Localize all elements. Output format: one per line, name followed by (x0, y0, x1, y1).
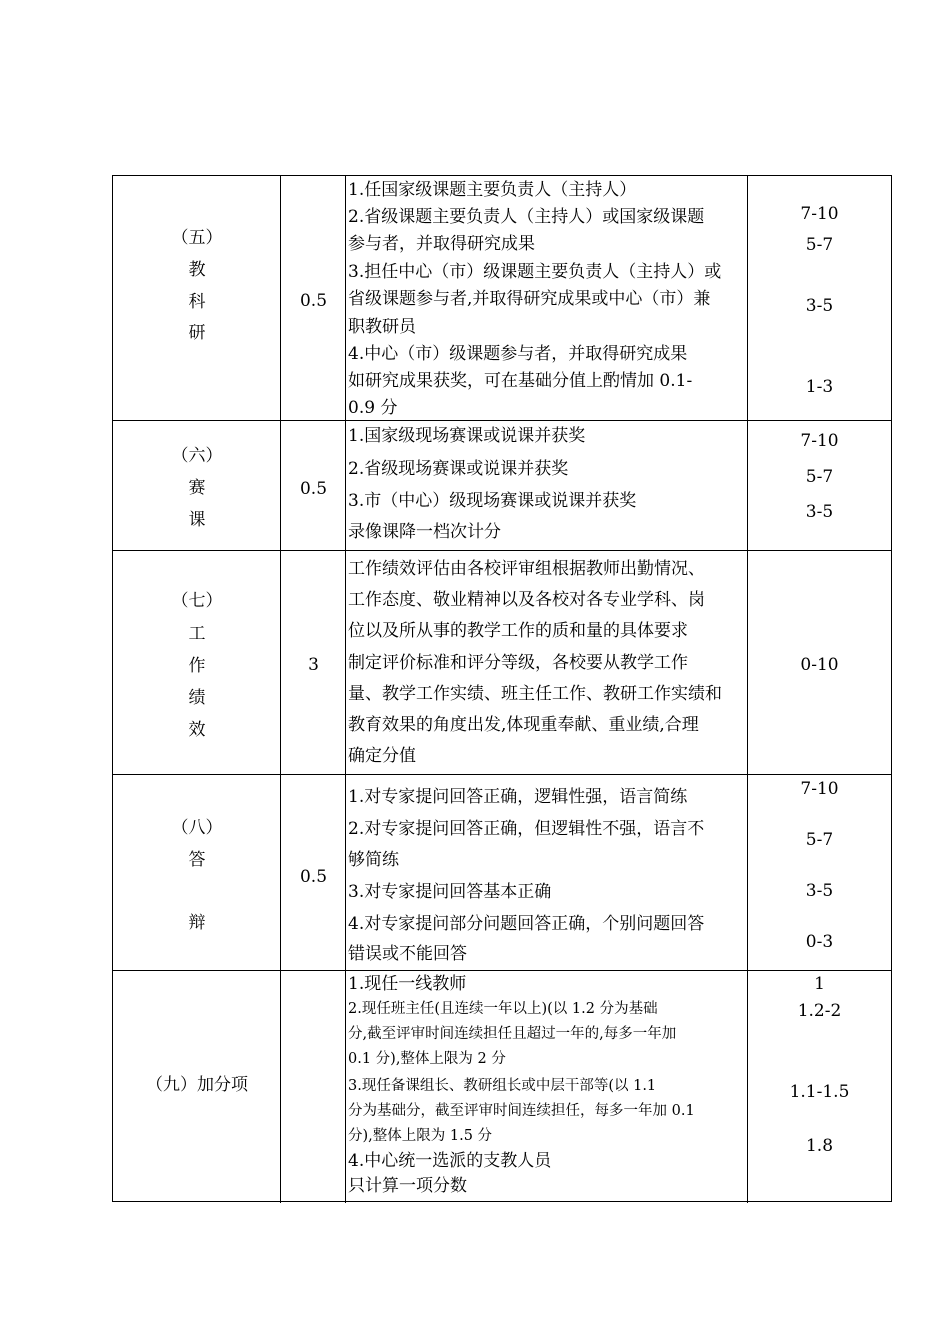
criteria-line: 教育效果的角度出发,体现重奉献、重业绩,合理 (348, 715, 699, 735)
criteria-line: 3.市（中心）级现场赛课或说课并获奖 (348, 491, 637, 511)
criteria-line: 录像课降一档次计分 (348, 522, 501, 542)
criteria-line: 4.中心统一选派的支教人员 (348, 1151, 552, 1171)
category-label: （七） (171, 591, 223, 611)
weight-value: 0.5 (299, 867, 328, 887)
score-value: 1.8 (805, 1136, 834, 1156)
score-value: 1.1-1.5 (789, 1082, 850, 1102)
score-value: 7-10 (800, 204, 839, 224)
criteria-line: 位以及所从事的教学工作的质和量的具体要求 (348, 621, 688, 641)
category-char: 工 (188, 624, 206, 644)
criteria-line: 3.现任备课组长、教研组长或中层干部等(以 1.1 (348, 1078, 657, 1094)
criteria-cell (346, 775, 748, 970)
category-char: 教 (188, 260, 206, 280)
score-value: 0-10 (800, 655, 839, 675)
category-label: （五） (171, 228, 223, 248)
table-row-defense (113, 775, 891, 971)
category-char: 绩 (188, 688, 206, 708)
criteria-line: 量、教学工作实绩、班主任工作、教研工作实绩和 (348, 684, 722, 704)
score-value: 7-10 (800, 779, 839, 799)
criteria-line: 工作态度、敬业精神以及各校对各专业学科、岗 (348, 590, 705, 610)
category-char: 作 (188, 656, 206, 676)
criteria-line: 2.省级课题主要负责人（主持人）或国家级课题 (348, 207, 705, 227)
weight-value: 0.5 (299, 479, 328, 499)
category-char: 效 (188, 720, 206, 740)
criteria-line: 工作绩效评估由各校评审组根据教师出勤情况、 (348, 559, 705, 579)
score-value: 5-7 (805, 235, 834, 255)
category-char: 答 (188, 850, 206, 870)
criteria-line: 4.对专家提问部分问题回答正确，个别问题回答 (348, 914, 705, 934)
weight-value: 0.5 (299, 291, 328, 311)
category-cell (113, 775, 281, 970)
score-value: 1.2-2 (797, 1001, 842, 1021)
table-row-bonus (113, 971, 891, 1203)
criteria-line: 3.担任中心（市）级课题主要负责人（主持人）或 (348, 262, 722, 282)
score-value: 0-3 (805, 932, 834, 952)
score-value: 1 (814, 974, 825, 994)
criteria-line: 确定分值 (348, 746, 416, 766)
category-char: 辩 (188, 913, 206, 933)
category-cell (113, 971, 281, 1203)
criteria-line: 够简练 (348, 850, 399, 870)
criteria-line: 省级课题参与者,并取得研究成果或中心（市）兼 (348, 289, 711, 309)
category-char: 研 (188, 323, 206, 343)
criteria-cell (346, 971, 748, 1203)
criteria-line: 错误或不能回答 (348, 944, 467, 964)
criteria-line: 分,截至评审时间连续担任且超过一年的,每多一年加 (348, 1026, 677, 1042)
category-cell (113, 176, 281, 420)
score-cell (748, 551, 891, 774)
score-value: 3-5 (805, 296, 834, 316)
criteria-line: 2.对专家提问回答正确，但逻辑性不强，语言不 (348, 819, 705, 839)
evaluation-table (112, 175, 892, 1202)
table-row-research (113, 176, 891, 421)
score-cell (748, 421, 891, 550)
category-label: （六） (171, 446, 223, 466)
table-row-performance (113, 551, 891, 775)
category-label: （九）加分项 (146, 1075, 248, 1095)
criteria-line: 分),整体上限为 1.5 分 (348, 1128, 493, 1144)
category-cell (113, 421, 281, 550)
criteria-line: 1.现任一线教师 (348, 974, 467, 994)
criteria-line: 1.任国家级课题主要负责人（主持人） (348, 180, 637, 200)
weight-cell (281, 775, 346, 970)
weight-cell (281, 176, 346, 420)
category-label: （八） (171, 818, 223, 838)
criteria-line: 3.对专家提问回答基本正确 (348, 882, 552, 902)
weight-cell (281, 421, 346, 550)
criteria-cell (346, 551, 748, 774)
score-cell (748, 176, 891, 420)
criteria-line: 制定评价标准和评分等级，各校要从教学工作 (348, 653, 688, 673)
score-cell (748, 971, 891, 1203)
criteria-line: 职教研员 (348, 317, 416, 337)
criteria-line: 2.现任班主任(且连续一年以上)(以 1.2 分为基础 (348, 1001, 658, 1017)
table-row-contest (113, 421, 891, 551)
criteria-cell (346, 176, 748, 420)
score-value: 5-7 (805, 830, 834, 850)
category-cell (113, 551, 281, 774)
weight-cell (281, 971, 346, 1203)
criteria-line: 1.国家级现场赛课或说课并获奖 (348, 426, 586, 446)
criteria-line: 参与者，并取得研究成果 (348, 234, 535, 254)
category-char: 科 (188, 292, 206, 312)
score-value: 5-7 (805, 467, 834, 487)
weight-cell (281, 551, 346, 774)
criteria-cell (346, 421, 748, 550)
criteria-line: 只计算一项分数 (348, 1176, 467, 1196)
criteria-line: 0.9 分 (348, 398, 398, 418)
weight-value: 3 (308, 655, 319, 675)
score-value: 7-10 (800, 431, 839, 451)
criteria-line: 1.对专家提问回答正确，逻辑性强，语言简练 (348, 787, 688, 807)
score-value: 3-5 (805, 881, 834, 901)
score-value: 3-5 (805, 502, 834, 522)
criteria-line: 分为基础分，截至评审时间连续担任，每多一年加 0.1 (348, 1103, 695, 1119)
criteria-line: 2.省级现场赛课或说课并获奖 (348, 459, 569, 479)
score-value: 1-3 (805, 377, 834, 397)
criteria-line: 4.中心（市）级课题参与者，并取得研究成果 (348, 344, 688, 364)
category-char: 赛 (188, 478, 206, 498)
score-cell (748, 775, 891, 970)
criteria-line: 如研究成果获奖，可在基础分值上酌情加 0.1- (348, 371, 693, 391)
category-char: 课 (188, 510, 206, 530)
criteria-line: 0.1 分),整体上限为 2 分 (348, 1051, 506, 1067)
